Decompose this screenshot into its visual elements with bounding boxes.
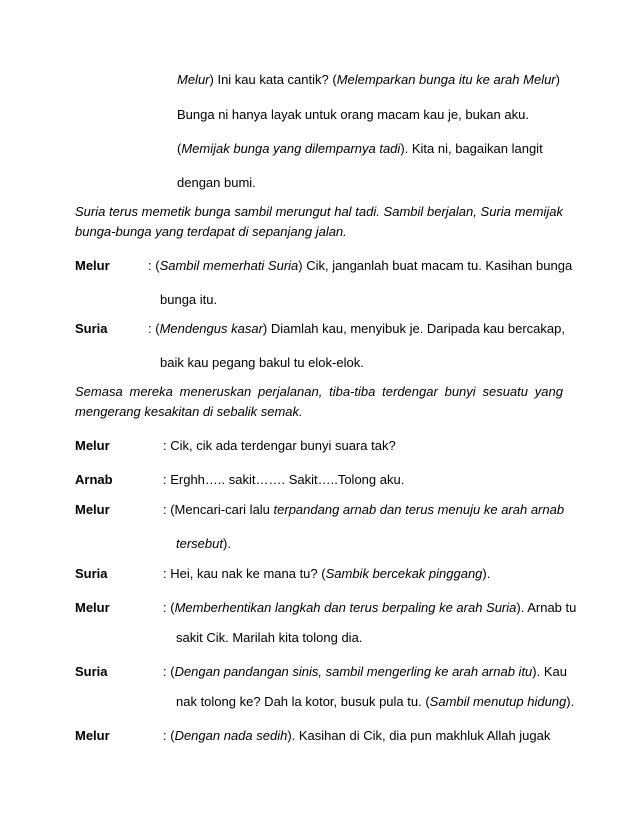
dialogue-line: tersebut). xyxy=(176,536,231,551)
dialogue-line: : (Mendengus kasar) Diamlah kau, menyibuk je. Daripada kau bercakap, xyxy=(148,321,565,336)
dialogue-line: : (Dengan nada sedih). Kasihan di Cik, dia pun makhluk Allah jugak xyxy=(163,728,551,743)
dialogue-line: : (Mencari-cari lalu terpandang arnab dan terus menuju ke arah arnab xyxy=(163,502,565,517)
speaker-name: Suria xyxy=(75,664,108,679)
narration-2-line-2: mengerang kesakitan di sebalik semak. xyxy=(75,404,303,419)
dialogue-line: : Cik, cik ada terdengar bunyi suara tak? xyxy=(163,438,396,453)
speaker-name: Melur xyxy=(75,728,110,743)
dialogue-line: bunga itu. xyxy=(160,292,218,307)
narration-1-line-1: Suria terus memetik bunga sambil merungut hal tadi. Sambil berjalan, Suria memijak xyxy=(75,204,563,219)
dialogue-line: : (Sambil memerhati Suria) Cik, janganlah buat macam tu. Kasihan bunga xyxy=(148,258,573,273)
dialogue-line: : (Dengan pandangan sinis, sambil mengerling ke arah arnab itu). Kau xyxy=(163,664,567,679)
dialogue-line: baik kau pegang bakul tu elok-elok. xyxy=(160,355,364,370)
dialogue-line: sakit Cik. Marilah kita tolong dia. xyxy=(176,630,363,645)
dialogue-line: : Erghh….. sakit……. Sakit…..Tolong aku. xyxy=(163,472,405,487)
continuation-line-3: (Memijak bunga yang dilemparnya tadi). Kita ni, bagaikan langit xyxy=(177,141,543,156)
speaker-name: Melur xyxy=(75,438,110,453)
continuation-line-4: dengan bumi. xyxy=(177,175,256,190)
narration-1-line-2: bunga-bunga yang terdapat di sepanjang jalan. xyxy=(75,224,347,239)
speaker-name: Melur xyxy=(75,258,110,273)
dialogue-line: nak tolong ke? Dah la kotor, busuk pula tu. (Sambil menutup hidung). xyxy=(176,694,575,709)
dialogue-line: : Hei, kau nak ke mana tu? (Sambik bercekak pinggang). xyxy=(163,566,491,581)
speaker-name: Suria xyxy=(75,321,108,336)
continuation-line-1: Melur) Ini kau kata cantik? (Melemparkan bunga itu ke arah Melur) xyxy=(177,72,560,87)
continuation-line-2: Bunga ni hanya layak untuk orang macam kau je, bukan aku. xyxy=(177,107,529,122)
speaker-name: Arnab xyxy=(75,472,113,487)
narration-2-line-1: Semasa mereka meneruskan perjalanan, tiba-tiba terdengar bunyi sesuatu yang xyxy=(75,384,563,399)
dialogue-line: : (Memberhentikan langkah dan terus berpaling ke arah Suria). Arnab tu xyxy=(163,600,577,615)
speaker-name: Melur xyxy=(75,502,110,517)
speaker-name: Suria xyxy=(75,566,108,581)
speaker-name: Melur xyxy=(75,600,110,615)
